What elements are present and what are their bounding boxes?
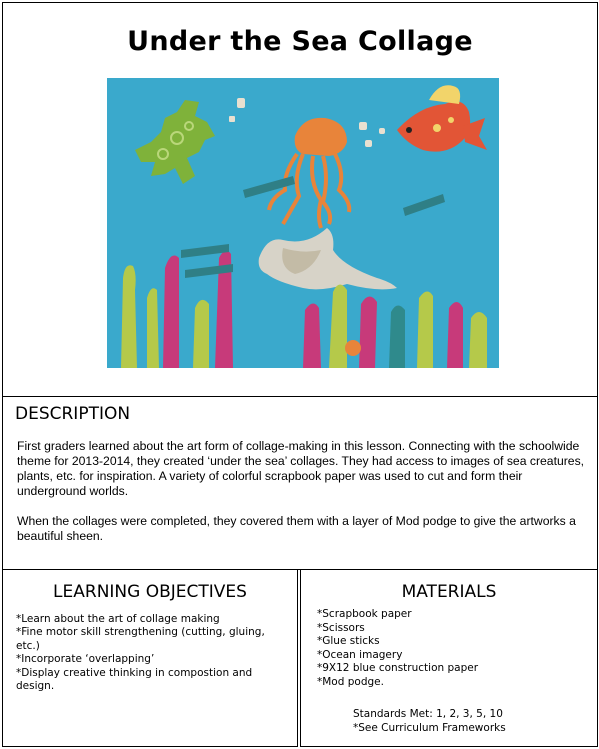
list-item: *Incorporate ‘overlapping’ [16, 653, 155, 666]
description-paragraph: First graders learned about the art form of collage-making in this lesson. Connecting with the schoolwide theme for 2013-2014, they created ‘under the sea’ collages. They had access to images of sea creatures, plants, etc. for inspiration. A variety of colorful scrapbook paper was used to cut and form their underground worlds. [17, 439, 585, 498]
description-body [17, 439, 587, 559]
title-section [2, 2, 598, 397]
list-item: *Mod podge. [317, 675, 384, 688]
learning-objectives-list [16, 613, 291, 693]
curriculum-frameworks-note: *See Curriculum Frameworks [353, 721, 506, 734]
page-title: Under the Sea Collage [127, 26, 473, 57]
collage-illustration [107, 78, 499, 368]
learning-objectives-section [2, 569, 298, 747]
collage-image [107, 78, 499, 368]
learning-objectives-heading: LEARNING OBJECTIVES [53, 582, 247, 602]
standards-met: Standards Met: 1, 2, 3, 5, 10 [353, 708, 503, 720]
materials-heading: MATERIALS [401, 582, 497, 602]
list-item: *Scissors [317, 621, 365, 634]
materials-list [317, 608, 587, 690]
list-item: *Display creative thinking in compostion and design. [16, 666, 253, 693]
materials-section [300, 569, 598, 747]
list-item: *Learn about the art of collage making [16, 613, 220, 625]
list-item: *9X12 blue construction paper [317, 662, 479, 675]
description-section [2, 396, 598, 570]
list-item: *Glue sticks [317, 635, 380, 648]
list-item: *Scrapbook paper [317, 608, 412, 620]
list-item: *Ocean imagery [317, 648, 403, 661]
description-heading: DESCRIPTION [15, 404, 131, 424]
description-paragraph: When the collages were completed, they covered them with a layer of Mod podge to give the artworks a beautiful sheen. [17, 514, 576, 543]
list-item: *Fine motor skill strengthening (cutting, gluing, etc.) [16, 626, 265, 652]
standards-note [353, 708, 506, 735]
